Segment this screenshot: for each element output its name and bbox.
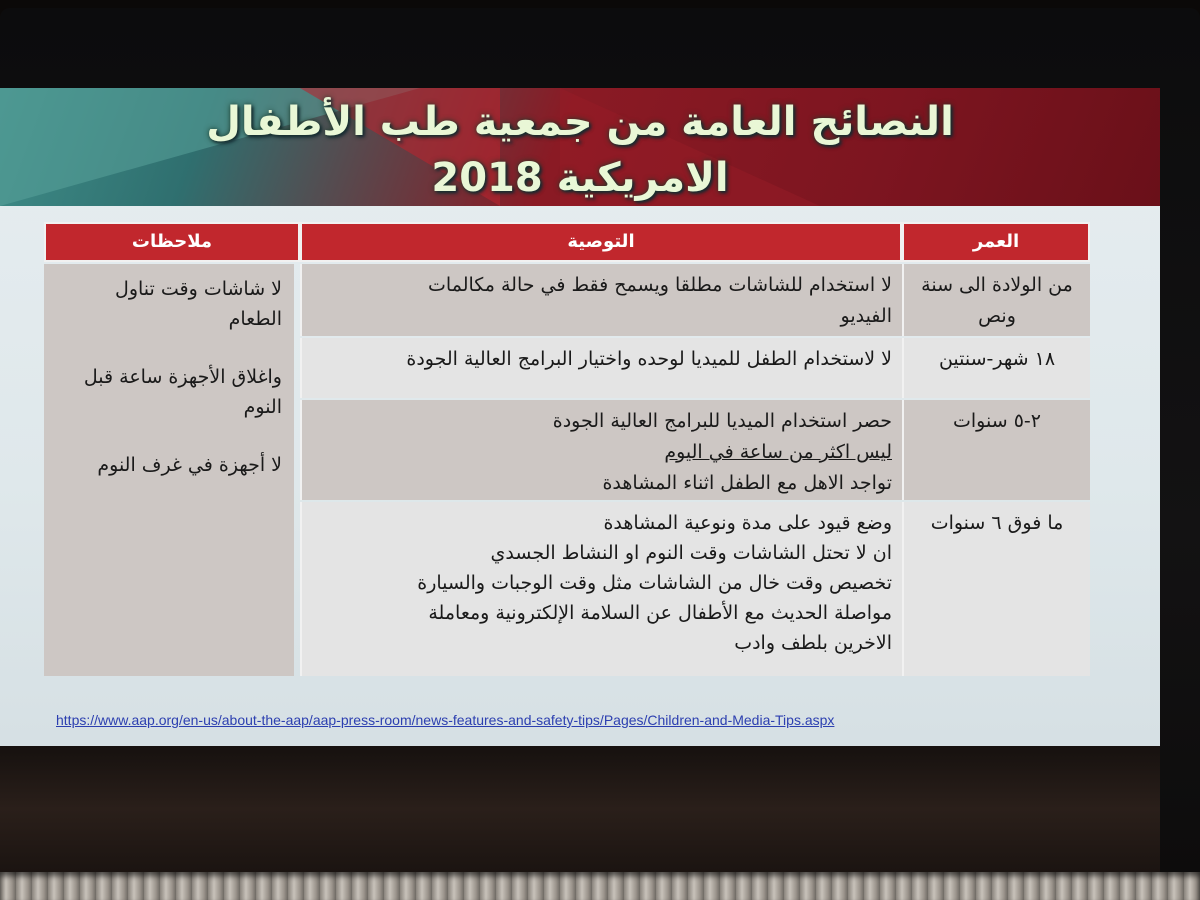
slide-title (180, 94, 980, 206)
row-recommendation (300, 338, 902, 398)
recommendation-line: الفيديو (840, 305, 892, 327)
row-recommendation (300, 400, 902, 500)
table-header-row (44, 222, 1090, 262)
source-link[interactable]: https://www.aap.org/en-us/about-the-aap/aap-press-room/news-features-and-safety-tips/Pages/Children-and-Media-Tips.aspx (56, 712, 835, 728)
row-age: ٢-٥ سنوات (902, 400, 1090, 500)
recommendation-line: تخصيص وقت خال من الشاشات مثل وقت الوجبات والسيارة (417, 572, 892, 594)
recommendation-line: ان لا تحتل الشاشات وقت النوم او النشاط الجسدي (490, 542, 892, 564)
row-recommendation (300, 264, 902, 336)
row-age: ما فوق ٦ سنوات (902, 502, 1090, 676)
bezel-reflection (0, 746, 1160, 872)
header-notes: ملاحظات (44, 222, 300, 262)
slide-title-line2: الامريكية 2018 (431, 155, 729, 201)
laptop-hinge (0, 872, 1200, 900)
header-recommendation: التوصية (300, 222, 902, 262)
presentation-slide (0, 88, 1160, 746)
row-age: ١٨ شهر-سنتين (902, 338, 1090, 398)
recommendation-line: الاخرين بلطف وادب (734, 632, 892, 654)
row-recommendation (300, 502, 902, 676)
header-age: العمر (902, 222, 1090, 262)
recommendation-line: وضع قيود على مدة ونوعية المشاهدة (603, 512, 892, 534)
recommendation-line: لا استخدام للشاشات مطلقا ويسمح فقط في حالة مكالمات (428, 274, 892, 296)
notes-cell (44, 264, 294, 676)
slide-title-line1: النصائح العامة من جمعية طب الأطفال (206, 99, 954, 145)
recommendation-line: لا لاستخدام الطفل للميديا لوحده واختيار البرامج العالية الجودة (406, 348, 892, 370)
row-age: من الولادة الى سنة ونص (902, 264, 1090, 336)
recommendation-line: حصر استخدام الميديا للبرامج العالية الجودة (552, 410, 892, 432)
recommendation-line: مواصلة الحديث مع الأطفال عن السلامة الإلكترونية ومعاملة (428, 602, 892, 624)
note-item: لا أجهزة في غرف النوم (97, 454, 282, 476)
recommendation-line: تواجد الاهل مع الطفل اثناء المشاهدة (602, 472, 892, 494)
note-item: واغلاق الأجهزة ساعة قبل النوم (83, 366, 282, 418)
slide-header-banner (0, 88, 1160, 206)
recommendation-line: ليس اكثر من ساعة في اليوم (664, 441, 892, 463)
note-item: لا شاشات وقت تناول الطعام (115, 278, 282, 330)
